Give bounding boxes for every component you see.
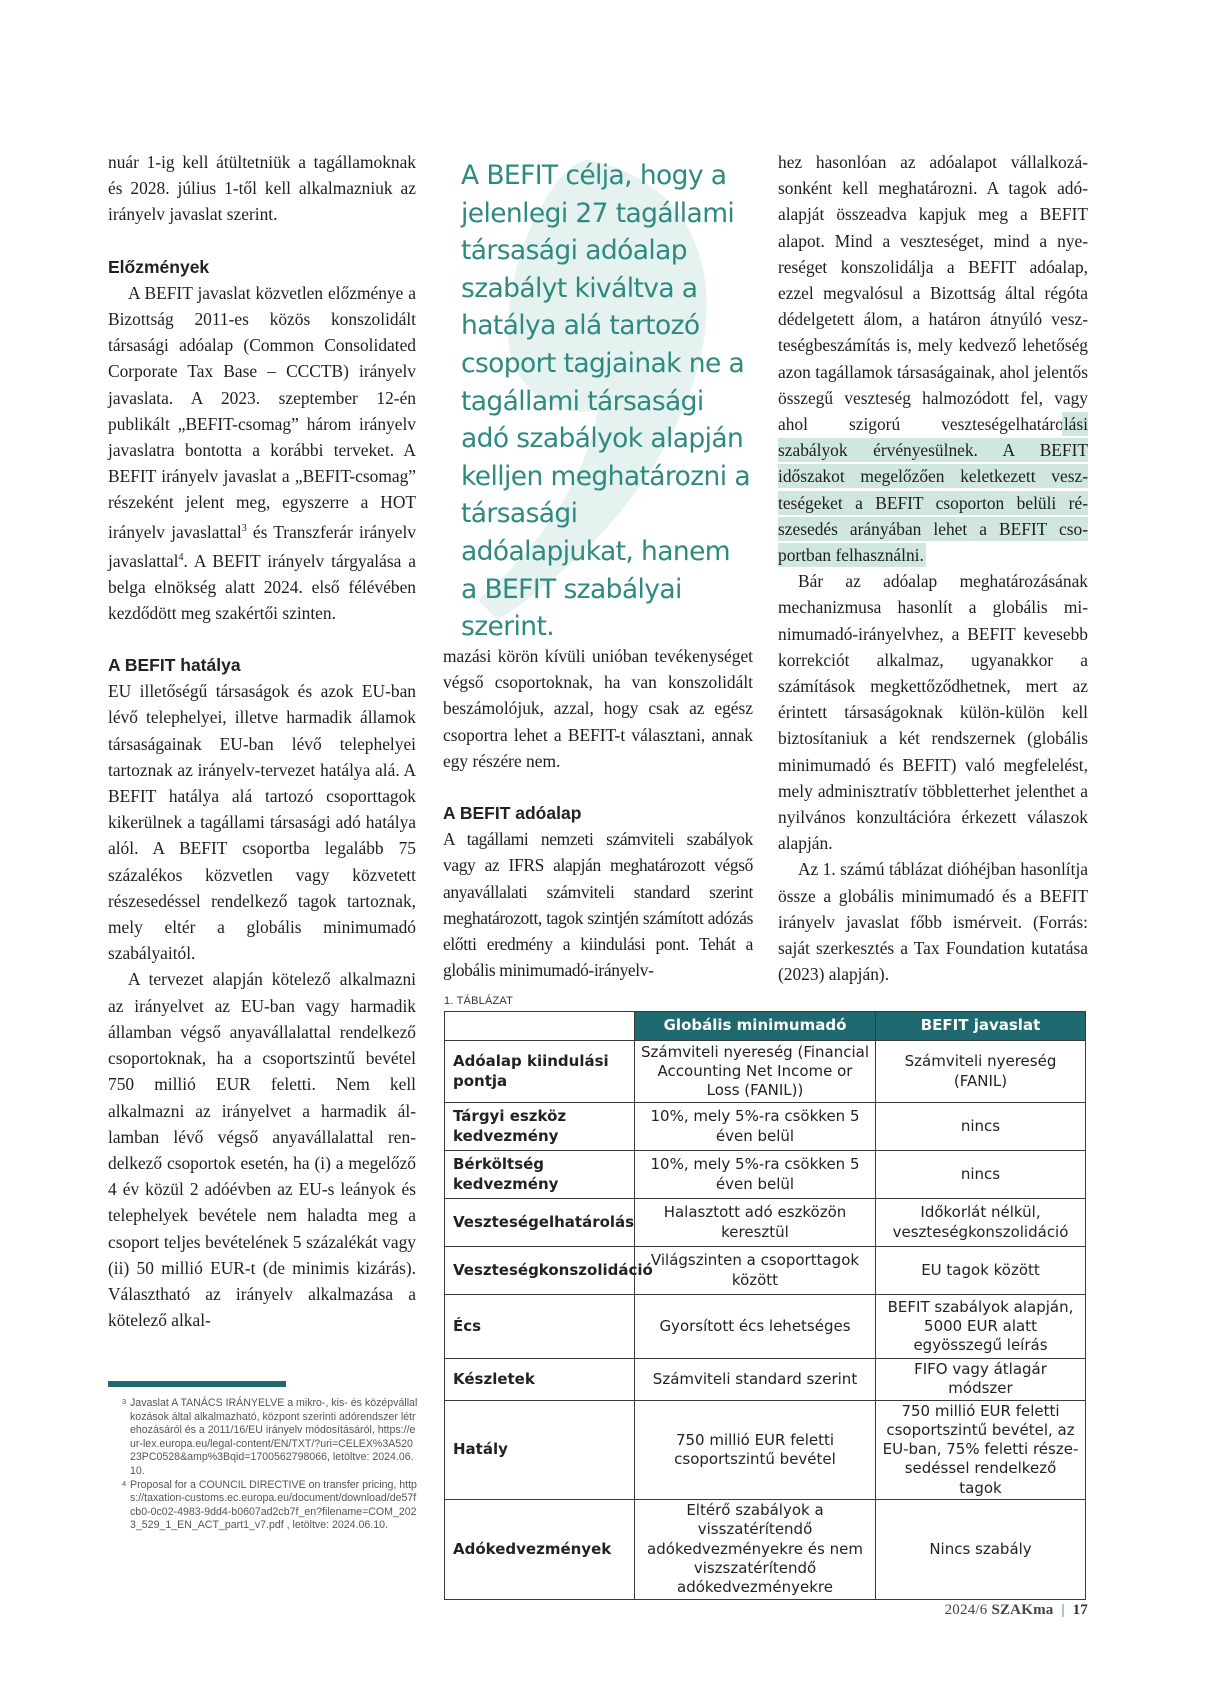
text-hez-a: hez hasonlóan az adóalapot vállalkozásonként kell meghatározni. A tagok adóalapját összeadva kapjuk meg a BEFIT alapot. Mind a veszteséget, mind a nyereséget konszolidálja a BEFIT adóalap, ezzel megvalósul a Bizottság által régóta dédelgetett álom, a határon átnyúló veszteségbeszámítás is, mely kedvező lehetőség azon tagállamok társaságainak, ahol jelentős összegű veszteség halmozódott fel, vagy ahol szigorú veszteségelhatáro [778,152,1088,435]
cell-befit: EU tagok között [876,1247,1086,1295]
page-footer [945,1602,1088,1619]
table-header-row [445,1012,1086,1041]
article-column-1 [108,149,416,1333]
paragraph-bar: Bár az adóalap meghatározásának mechanizmusa hasonlít a globális minimumadó-irányelvhez, a BEFIT kevesebb korrekciót alkalmaz, ugyanakkor a számítások megkettőződhetnek, mert az érintett társaságoknak külön-külön kell biztosítaniuk a két rendszernek (globális minimumadó és BEFIT) való megfelelést, mely adminisztratív többletterhet jelenthet a nyilvános konzultációra érkezett válaszok alapján. [778,571,1088,854]
highlighted-text: lási szabályok érvényesülnek. A BEFIT időszakot megelőzően keletkezett veszteségeket a BEFIT csoporton belüli részesedés arányában lehet a BEFIT csoportban felhasználni. [778,414,1088,566]
cell-global: Világszinten a csoporttagok között [635,1247,876,1295]
article-column-3 [778,149,1088,988]
cell-global: Halasztott adó eszközön keresztül [635,1199,876,1247]
pull-quote: A BEFIT célja, hogy a jelenlegi 27 tagállami társasági adóalap szabályt kiváltva a hatálya alá tartozó csoport tagjainak ne a tagállami társasági adó szabályok alapján kelljen meghatározni a társasági adóalapjukat, hanem a BEFIT szabályai szerint. [461,160,750,643]
table-header-befit: BEFIT javaslat [876,1012,1086,1041]
footnote-ref-4: 4 [178,551,184,563]
footnote-number: 3 [122,1397,127,1406]
comparison-table [444,1011,1086,1600]
footnote-ref-3: 3 [241,522,247,534]
heading-befit-hatalya: A BEFIT hatálya [108,655,241,676]
table-row [445,1151,1086,1199]
row-label: Tárgyi eszköz kedvezmény [445,1103,635,1151]
cell-befit: FIFO vagy átlagár módszer [876,1359,1086,1401]
footnotes [108,1397,418,1533]
paragraph-intro: nuár 1-ig kell átültetniük a tagállamoknak és 2028. július 1-től kell alkalmazniuk az irányelv javaslat szerint. [108,152,416,225]
table-row [445,1359,1086,1401]
table-caption: 1. TÁBLÁZAT [444,995,514,1007]
table-row [445,1103,1086,1151]
cell-global: 10%, mely 5%-ra csökken 5 éven belül [635,1103,876,1151]
page-number: 17 [1072,1602,1088,1618]
row-label: Adóalap kiindulási pontja [445,1041,635,1103]
footnote-number: 4 [122,1478,127,1488]
paragraph-tervezet: A tervezet alapján kötelező alkalmazni az irányelvet az EU-ban vagy harmadik államban végső anyavállalattal rendelkező csoportoknak, ha a csoportszintű bevétel 750 millió EUR feletti. Nem kell alkalmazni az irányelvet a harmadik államban lévő végső anyavállalattal rendelkező csoportok esetén, ha (i) a megelőző 4 év közül 2 adóévben az EU-s leányok és telephelyek bevétele nem haladta meg a csoport teljes bevételének 5 százalékát vagy (ii) 50 millió EUR-t (de minimis kizárás). Választható az irányelv alkalmazása a kötelező alkal- [108,969,416,1331]
table-header-global: Globális minimumadó [635,1012,876,1041]
cell-befit: Időkorlát nélkül, veszteségkonszolidáció [876,1199,1086,1247]
footnote-4 [108,1479,418,1533]
heading-elozmenyek: Előzmények [108,256,210,277]
heading-befit-adoalap: A BEFIT adóalap [443,803,582,824]
footnote-text: Proposal for a COUNCIL DIRECTIVE on transfer pricing, https://taxation-customs.ec.europa.eu/document/download/de57fcb0-0c02-4983-9dd4-b0607ad2cb7f_en?filename=COM_2023_529_1_EN_ACT_part1_v7.pdf , letöltve: 2024.06.10. [130,1478,417,1532]
footnote-text: Javaslat A TANÁCS IRÁNYELVE a mikro-, kis- és középvállalkozások által alkalmazható, központ szerinti adórendszer létrehozásáról és a 2011/16/EU irányelv módosításáról, https://eur-lex.europa.eu/legal-content/EN/TXT/?uri=CELEX%3A52023PC0528&amp%3Bqid=1700562798066, letöltve: 2024.06.10. [130,1397,418,1477]
table-row [445,1295,1086,1359]
paragraph-elozmenyek [108,280,416,626]
text-elozmenyek-c: . A BEFIT irányelv tárgyalása a belga elnökség alatt 2024. első félévében kezdődött meg szakértői szinten. [108,550,416,623]
paragraph-adoalap: A tagállami nemzeti számviteli szabályok vagy az IFRS alapján meghatározott végső anyavállalati számviteli standard szerint meghatározott, tagok szintjén számított adózás előtti eredmény a kiindulási pont. Tehát a globális minimumadó-irányelv- [443,829,753,981]
paragraph-hez [778,149,1088,568]
text-elozmenyek-b: és Transzferár irányelv javaslattal [108,521,416,571]
table-row [445,1500,1086,1599]
table-row [445,1199,1086,1247]
row-label: Veszteségelhatárolás [445,1199,635,1247]
issue-number: 2024/6 [944,1602,988,1618]
cell-global: Gyorsított écs lehetséges [635,1295,876,1359]
cell-global: Számviteli nyereség (Financial Accounting Net Income or Loss (FANIL)) [635,1041,876,1103]
paragraph-hatalya: EU illetőségű társaságok és azok EU-ban lévő telephelyei, illetve harmadik államok társaságainak EU-ban lévő telephelyei tartoznak az irányelv-tervezet hatálya alá. A BEFIT hatálya alá tartozó csoporttagok kikerülnek a tagállami társasági adó hatálya alól. A BEFIT csoportba legalább 75 százalékos közvetlen vagy közvetett részesedéssel rendelkező tagok tartoznak, mely eltér a globális minimumadó szabályaitól. [108,681,416,964]
article-column-2 [443,643,753,983]
row-label: Adókedvezmények [445,1500,635,1599]
cell-befit: Nincs szabály [876,1500,1086,1599]
cell-global: Eltérő szabályok a visszatérítendő adókedvezményekre és nem viszszatérítendő adókedvezményekre [635,1500,876,1599]
cell-befit: nincs [876,1151,1086,1199]
cell-global: Számviteli standard szerint [635,1359,876,1401]
table-row [445,1041,1086,1103]
row-label: Hatály [445,1400,635,1499]
paragraph-tablazat: Az 1. számú táblázat dióhéjban hasonlítja össze a globális minimumadó és a BEFIT irányelv javaslat főbb ismérveit. (Forrás: saját szerkesztés a Tax Foundation kutatása (2023) alapján). [778,859,1088,985]
table-row [445,1400,1086,1499]
cell-global: 10%, mely 5%-ra csökken 5 éven belül [635,1151,876,1199]
footnote-3 [108,1397,418,1479]
text-elozmenyek-a: A BEFIT javaslat közvetlen előzménye a Bizottság 2011-es közös konszolidált társasági adóalap (Common Consolidated Corporate Tax Base – CCCTB) irányelv javaslata. A 2023. szeptember 12-én publikált „BEFIT-csomag” három irányelv javaslatra bontotta a korábbi terveket. A BEFIT irányelv javaslat a „BEFIT-csomag” részeként jelent meg, egyszerre a HOT irányelv javaslattal [108,282,416,542]
table-row [445,1247,1086,1295]
row-label: Écs [445,1295,635,1359]
footnote-divider [108,1381,286,1387]
cell-befit: Számviteli nyereség (FANIL) [876,1041,1086,1103]
magazine-name: SZAKma [991,1602,1054,1618]
row-label: Veszteségkonszolidáció [445,1247,635,1295]
cell-global: 750 millió EUR feletti csoportszintű bevétel [635,1400,876,1499]
table-header-blank [445,1012,635,1041]
paragraph-mazasi: mazási körön kívüli unióban tevékenységet végső csoportoknak, ha van konszolidált beszámolójuk, azzal, hogy csak az egész csoportra lehet a BEFIT-t választani, annak egy részére nem. [443,646,753,771]
cell-befit: BEFIT szabályok alapján, 5000 EUR alatt egyösszegű leírás [876,1295,1086,1359]
row-label: Készletek [445,1359,635,1401]
cell-befit: nincs [876,1103,1086,1151]
footer-separator: | [1061,1602,1065,1618]
row-label: Bérköltség kedvezmény [445,1151,635,1199]
cell-befit: 750 millió EUR feletti csoportszintű bevétel, az EU-ban, 75% feletti részesedéssel rendelkező tagok [876,1400,1086,1499]
